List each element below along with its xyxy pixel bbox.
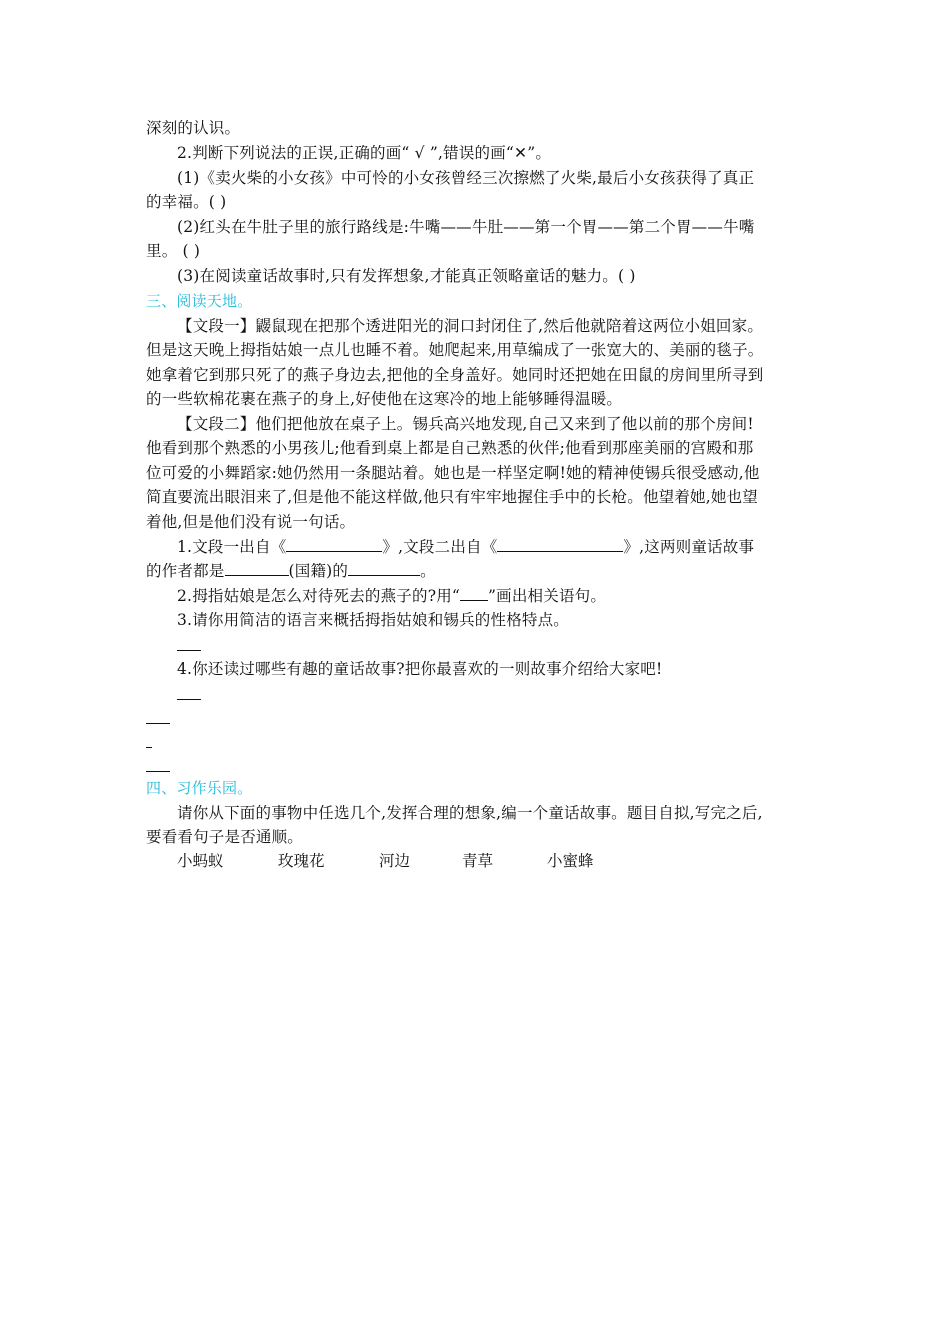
word-grass: 青草: [462, 852, 494, 870]
blank-nationality[interactable]: [225, 561, 289, 576]
statement-2-answer[interactable]: 里。 ( ): [146, 242, 201, 260]
answer-line-q4-b[interactable]: [146, 723, 170, 724]
passage-2-line-5: 着他,但是他们没有说一句话。: [146, 513, 356, 531]
q1b-suffix: 。: [420, 562, 436, 580]
statement-1-answer[interactable]: 的幸福。( ): [146, 193, 227, 211]
passage-2-line-3: 位可爱的小舞蹈家:她仍然用一条腿站着。她也是一样坚定啊!她的精神使锡兵很受感动,他: [146, 464, 760, 482]
word-riverside: 河边: [379, 852, 411, 870]
blank-title-1[interactable]: [286, 537, 382, 552]
q1-suffix: 》,这两则童话故事: [623, 538, 755, 556]
passage-2-line-4: 简直要流出眼泪来了,但是他不能这样做,他只有牢牢地握住手中的长枪。他望着她,她也望: [146, 488, 758, 506]
writing-prompt-line-2: 要看看句子是否通顺。: [146, 828, 304, 846]
writing-prompt-line-1: 请你从下面的事物中任选几个,发挥合理的想象,编一个童话故事。题目自拟,写完之后,: [177, 804, 763, 822]
passage-1-line-3: 她拿着它到那只死了的燕子身边去,把他的全身盖好。她同时还把她在田鼠的房间里所寻到: [146, 366, 764, 384]
q1b-middle: (国籍)的: [288, 562, 349, 580]
passage-1-line-1: 【文段一】鼹鼠现在把那个透进阳光的洞口封闭住了,然后他就陪着这两位小姐回家。: [177, 317, 764, 335]
q2-prefix: 2.拇指姑娘是怎么对待死去的燕子的?用“: [177, 587, 461, 605]
statement-2: (2)红头在牛肚子里的旅行路线是:牛嘴——牛肚——第一个胃——第二个胃——牛嘴: [177, 218, 755, 236]
passage-1-line-2: 但是这天晚上拇指姑娘一点儿也睡不着。她爬起来,用草编成了一张宽大的、美丽的毯子。: [146, 341, 764, 359]
passage-2-line-2: 他看到那个熟悉的小男孩儿;他看到桌上都是自己熟悉的伙伴;他看到那座美丽的宫殿和那: [146, 439, 754, 457]
line-deep-understanding: 深刻的认识。: [146, 119, 241, 137]
question-4-stories: 4.你还读过哪些有趣的童话故事?把你最喜欢的一则故事介绍给大家吧!: [177, 660, 663, 678]
question-1-sources: [177, 535, 805, 559]
question-2-judge: 2.判断下列说法的正误,正确的画“ √ ”,错误的画“✕”。: [177, 144, 552, 162]
q1b-prefix: 的作者都是: [146, 562, 225, 580]
passage-2-line-1: 【文段二】他们把他放在桌子上。锡兵高兴地发现,自己又来到了他以前的那个房间!: [177, 415, 754, 433]
word-ant: 小蚂蚁: [177, 852, 224, 870]
answer-line-q3[interactable]: [177, 650, 201, 651]
statement-1: (1)《卖火柴的小女孩》中可怜的小女孩曾经三次擦燃了火柴,最后小女孩获得了真正: [177, 169, 755, 187]
answer-line-q4-a[interactable]: [177, 699, 201, 700]
word-rose: 玫瑰花: [278, 852, 325, 870]
q2-suffix: ”画出相关语句。: [488, 587, 607, 605]
section-heading-reading: 三、阅读天地。: [146, 292, 253, 310]
question-3-character: 3.请你用简洁的语言来概括拇指姑娘和锡兵的性格特点。: [177, 611, 569, 629]
underline-sample: [460, 586, 488, 601]
q1-middle: 》,文段二出自《: [382, 538, 498, 556]
word-bee: 小蜜蜂: [547, 852, 594, 870]
answer-line-q4-c[interactable]: [146, 747, 152, 748]
blank-title-2[interactable]: [497, 537, 623, 552]
passage-1-line-4: 的一些软棉花裹在燕子的身上,好使他在这寒冷的地上能够睡得温暖。: [146, 390, 623, 408]
section-heading-writing: 四、习作乐园。: [146, 779, 253, 797]
answer-line-q4-d[interactable]: [146, 771, 170, 772]
q1-prefix: 1.文段一出自《: [177, 538, 287, 556]
statement-3[interactable]: (3)在阅读童话故事时,只有发挥想象,才能真正领略童话的魅力。( ): [177, 267, 636, 285]
blank-author[interactable]: [348, 561, 420, 576]
question-1-author: [146, 559, 806, 583]
question-2-underline: [177, 584, 805, 608]
